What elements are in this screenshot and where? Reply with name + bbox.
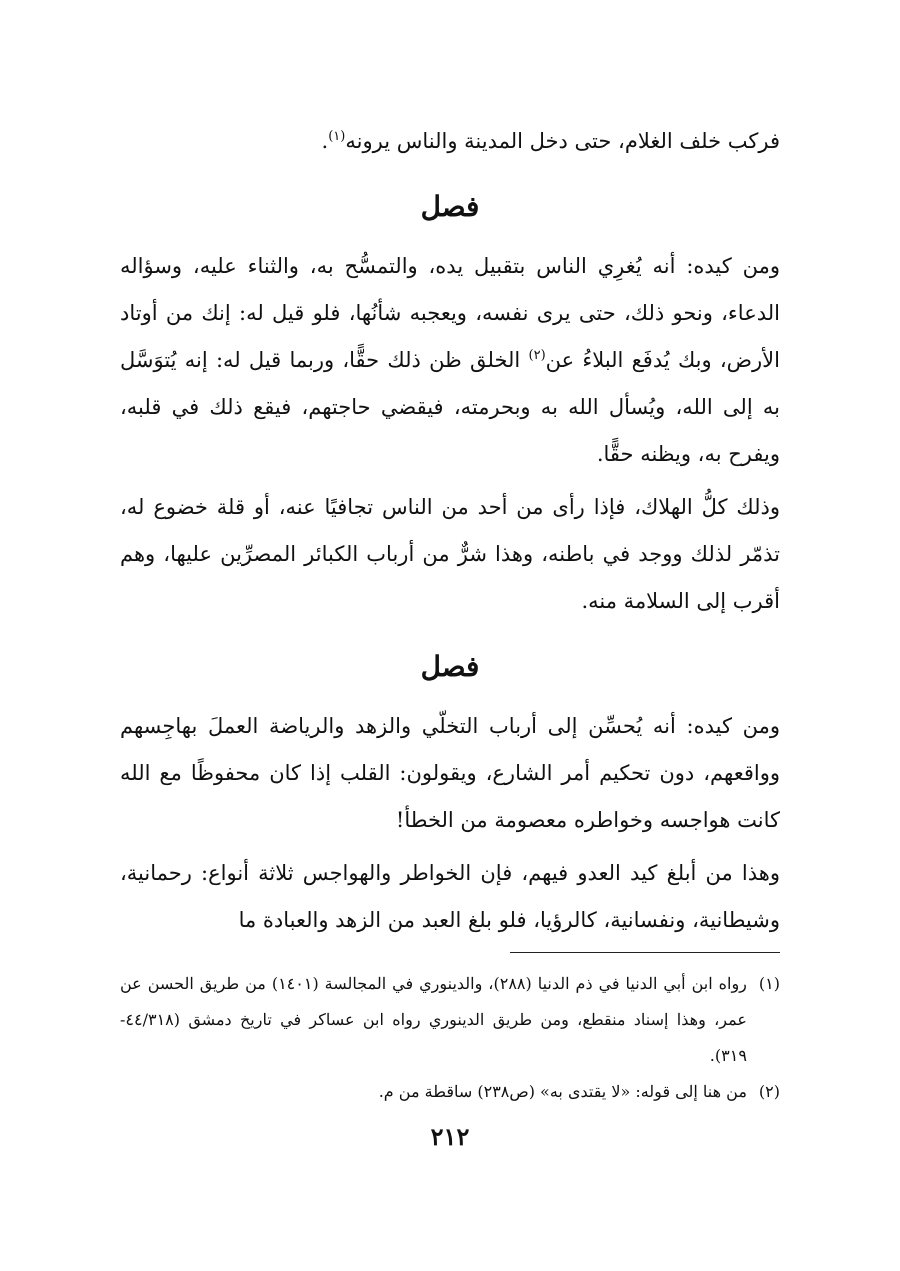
paragraph-deceit-kissing-hands xyxy=(120,243,780,478)
footnote-ref-2[interactable]: (٢) xyxy=(528,348,546,363)
paragraph-continuation xyxy=(120,118,780,165)
footnotes xyxy=(120,966,780,1110)
footnote-1 xyxy=(120,966,780,1074)
section-heading-1: فصل xyxy=(420,190,480,223)
main-text xyxy=(120,118,780,944)
footnote-marker-2: (٢) xyxy=(758,1082,780,1101)
paragraph-text-part-a: ومن كيده: أنه يُغرِي الناس بتقبيل يده، والتمسُّح به، والثناء عليه، وسؤاله الدعاء، ونحو ذلك، حتى يرى نفسه، ويعجبه شأنُها، فلو قيل له: إنك من أوتاد الأرض، وبك يُدفَع البلاءُ عن xyxy=(120,254,780,372)
section-heading-2: فصل xyxy=(420,650,480,683)
paragraph-destruction: وذلك كلُّ الهلاك، فإذا رأى من أحد من الناس تجافيًا عنه، أو قلة خضوع له، تذمّر لذلك ووجد في باطنه، وهذا شرٌّ من أرباب الكبائر المصرِّين عليها، وهم أقرب إلى السلامة منه. xyxy=(120,495,780,613)
paragraph-text-part-b: الخلق ظن ذلك حقًّا، وربما قيل له: إنه يُتوَسَّل به إلى الله، ويُسأل الله به وبحرمته، فيقضي حاجتهم، فيقع ذلك في قلبه، ويفرح به، ويظنه حقًّا. xyxy=(120,348,780,466)
paragraph-end-mark: . xyxy=(321,129,329,153)
footnote-ref-1[interactable]: (١) xyxy=(328,129,346,144)
paragraph-thoughts-types: وهذا من أبلغ كيد العدو فيهم، فإن الخواطر والهواجس ثلاثة أنواع: رحمانية، وشيطانية، ونفسانية، كالرؤيا، فلو بلغ العبد من الزهد والعبادة ما xyxy=(120,861,780,932)
page-number: ٢١٢ xyxy=(430,1122,470,1151)
footnote-2 xyxy=(120,1074,780,1110)
footnote-text-1: رواه ابن أبي الدنيا في ذم الدنيا (٢٨٨)، والدينوري في المجالسة (١٤٠١) من طريق الحسن عن عمر، وهذا إسناد منقطع، ومن طريق الدينوري رواه ابن عساكر في تاريخ دمشق (٤٤/٣١٨- ٣١٩). xyxy=(120,974,747,1065)
paragraph-deceit-ascetics: ومن كيده: أنه يُحسِّن إلى أرباب التخلّي والزهد والرياضة العملَ بهاجِسهم وواقعهم، دون تحكيم أمر الشارع، ويقولون: القلب إذا كان محفوظًا مع الله كانت هواجسه وخواطره معصومة من الخطأ! xyxy=(120,714,780,832)
footnote-separator xyxy=(510,952,780,953)
paragraph-text: فركب خلف الغلام، حتى دخل المدينة والناس يرونه xyxy=(345,129,780,153)
footnote-marker-1: (١) xyxy=(758,974,780,993)
footnote-text-2: من هنا إلى قوله: «لا يقتدى به» (ص٢٣٨) ساقطة من م. xyxy=(378,1082,747,1101)
